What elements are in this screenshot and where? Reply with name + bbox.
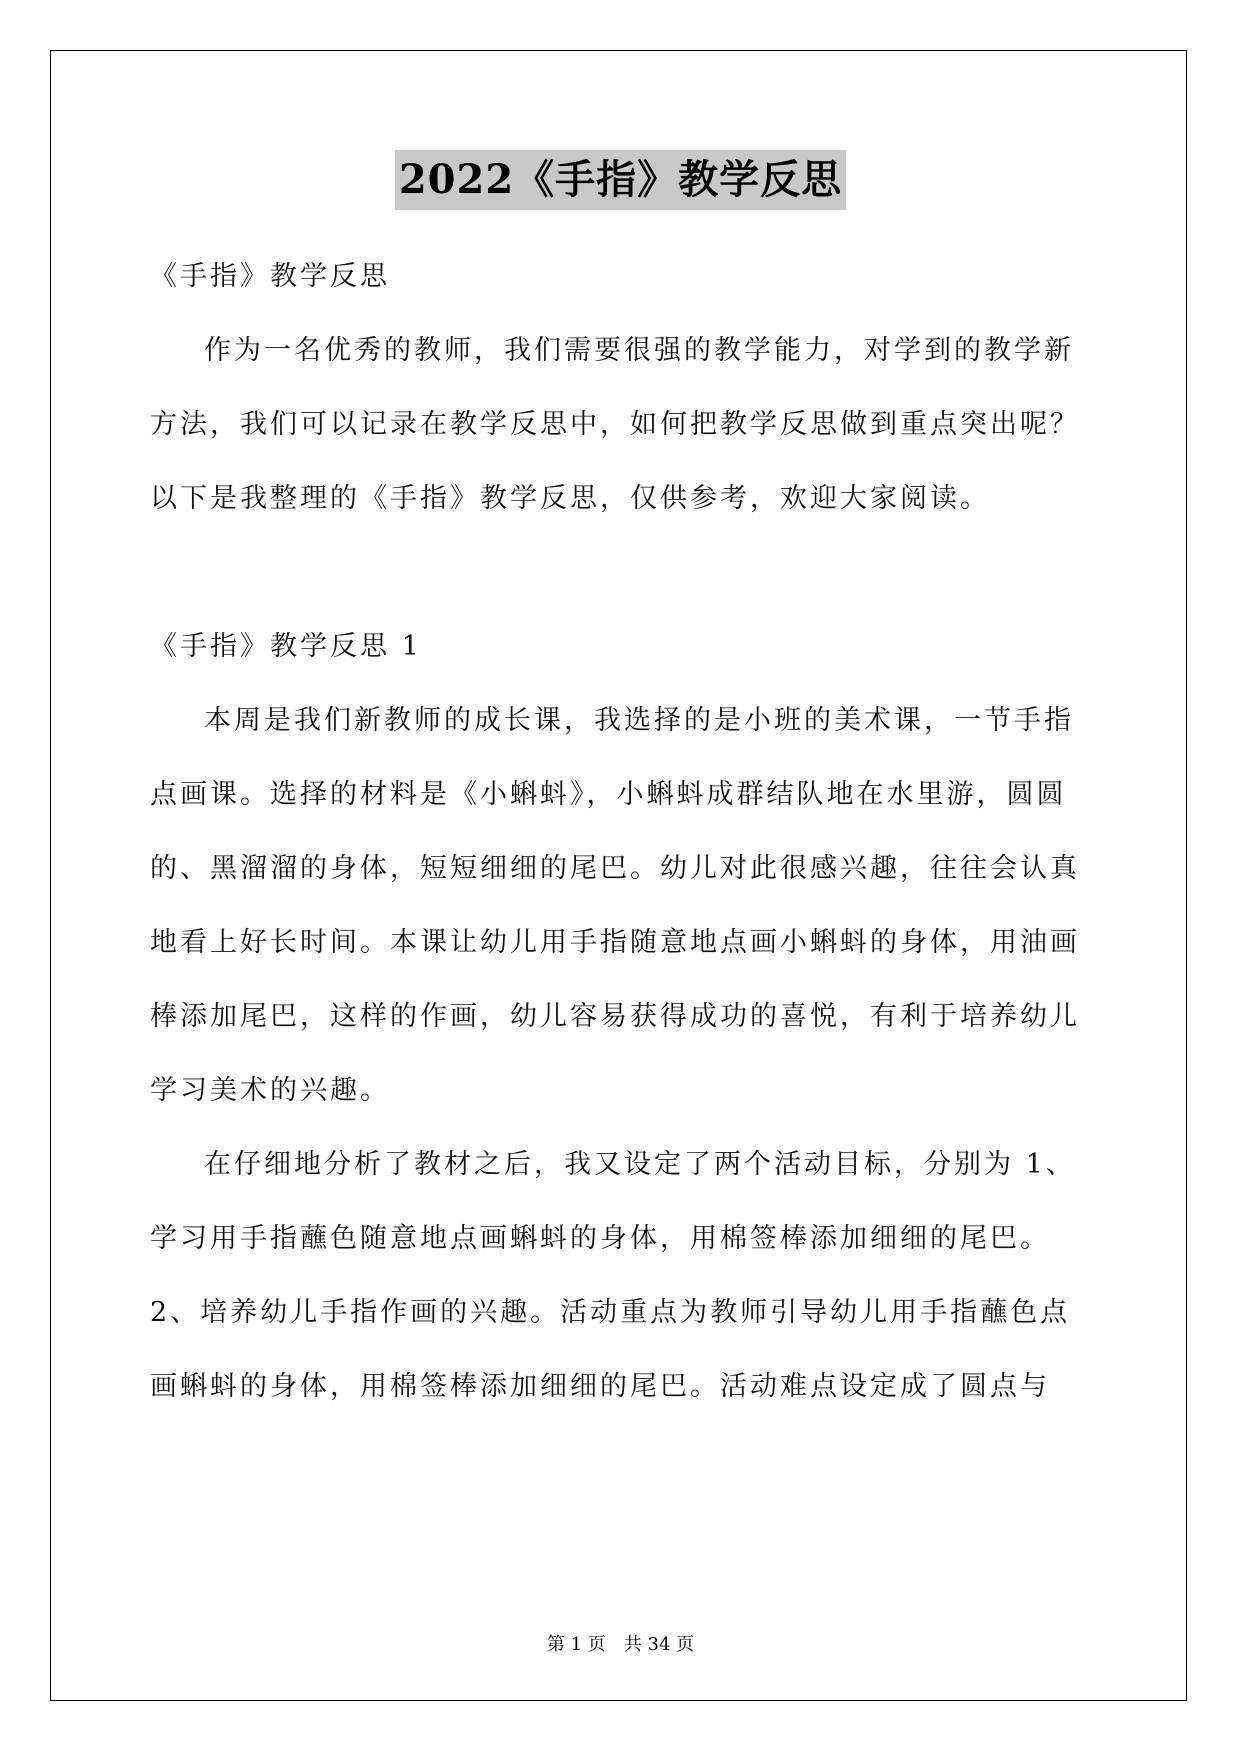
blank-line bbox=[150, 536, 1095, 610]
intro-paragraph: 作为一名优秀的教师，我们需要很强的教学能力，对学到的教学新方法，我们可以记录在教学反思中，如何把教学反思做到重点突出呢？以下是我整理的《手指》教学反思，仅供参考，欢迎大家阅读。 bbox=[150, 335, 1080, 514]
page-footer: 第 1 页 共 34 页 bbox=[546, 1634, 695, 1655]
section-heading: 《手指》教学反思 bbox=[150, 261, 390, 292]
document-title bbox=[0, 150, 1241, 210]
body-paragraph-2: 在仔细地分析了教材之后，我又设定了两个活动目标，分别为 1、学习用手指蘸色随意地点画蝌蚪的身体，用棉签棒添加细细的尾巴。2、培养幼儿手指作画的兴趣。活动重点为教师引导幼儿用手指蘸色点画蝌蚪的身体，用棉签棒添加细细的尾巴。活动难点设定成了圆点与 bbox=[150, 1149, 1076, 1402]
section-heading-1: 《手指》教学反思 1 bbox=[150, 631, 422, 662]
body-paragraph-1: 本周是我们新教师的成长课，我选择的是小班的美术课，一节手指点画课。选择的材料是《小蝌蚪》，小蝌蚪成群结队地在水里游，圆圆的、黑溜溜的身体，短短细细的尾巴。幼儿对此很感兴趣，往往会认真地看上好长时间。本课让幼儿用手指随意地点画小蝌蚪的身体，用油画棒添加尾巴，这样的作画，幼儿容易获得成功的喜悦，有利于培养幼儿学习美术的兴趣。 bbox=[150, 705, 1080, 1106]
title-text: 2022《手指》教学反思 bbox=[395, 150, 846, 210]
document-body bbox=[150, 240, 1095, 1424]
